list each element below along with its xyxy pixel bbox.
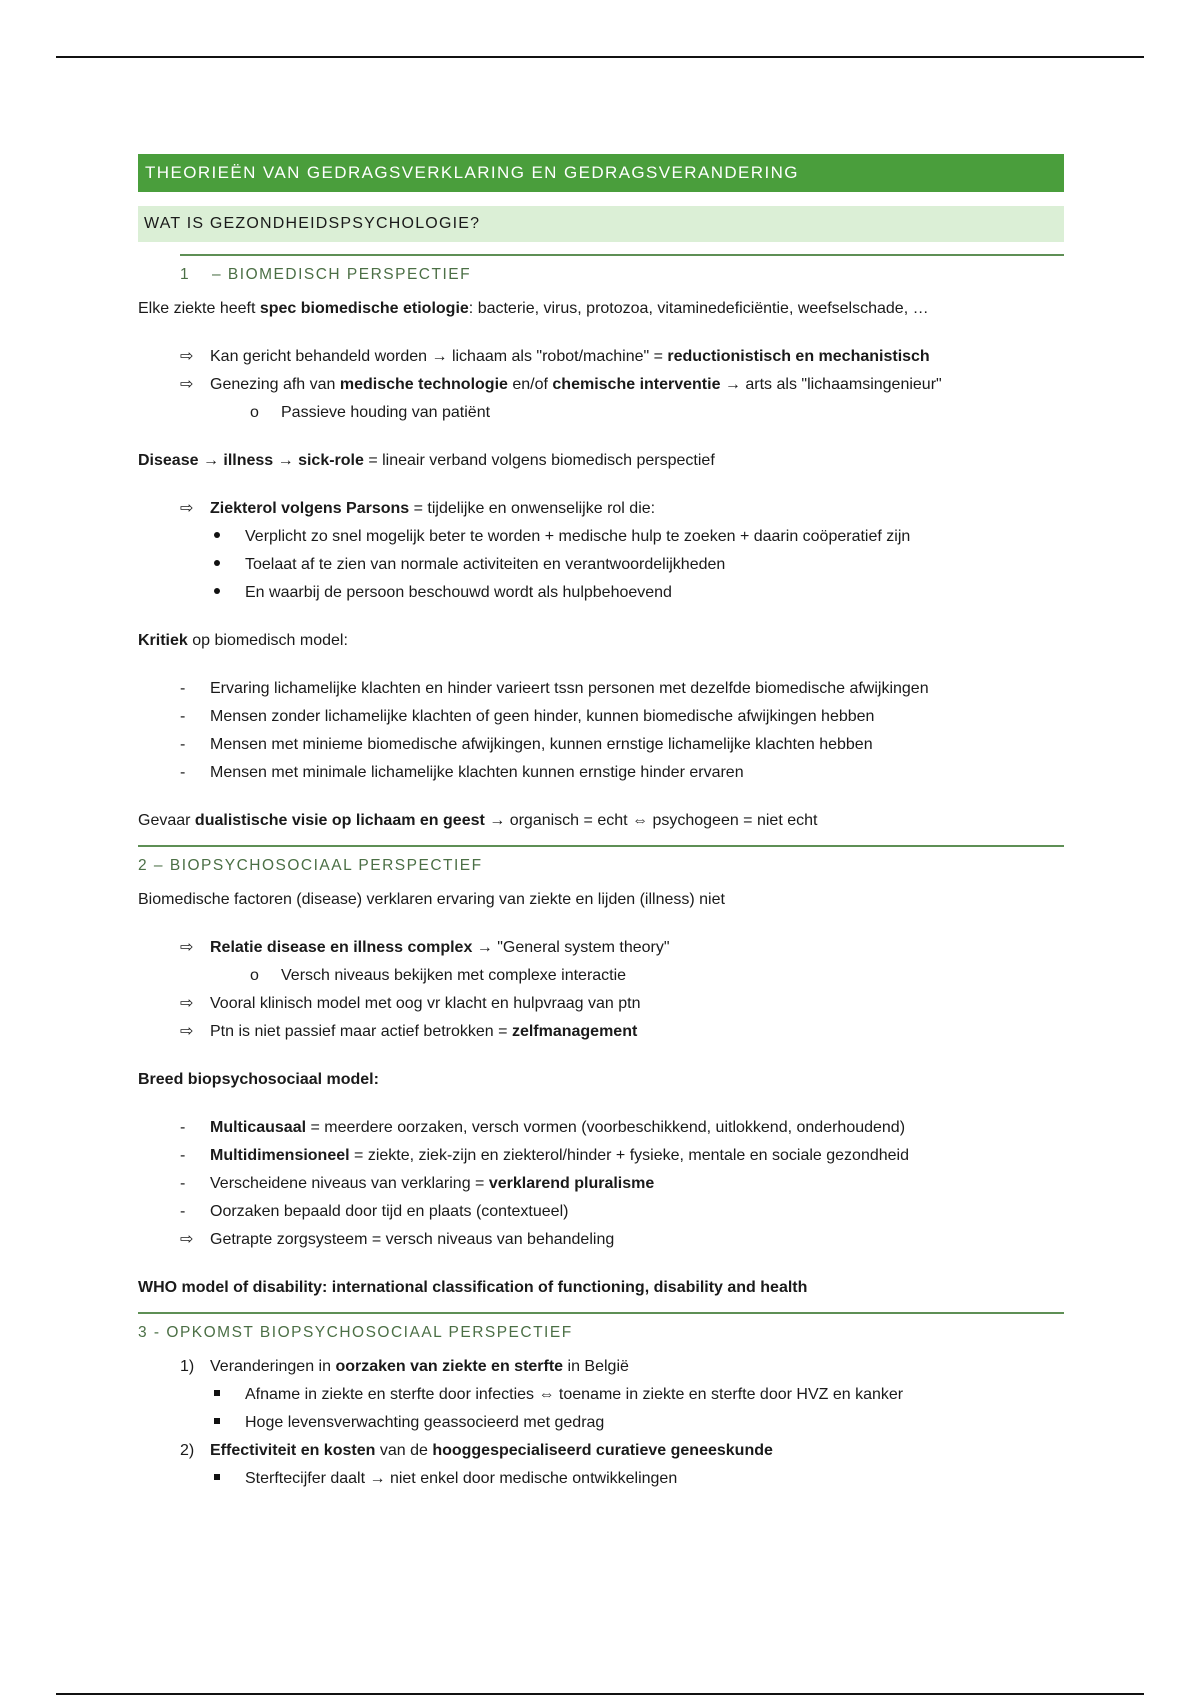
- arrow-icon: ⇨: [180, 1023, 194, 1040]
- list-item: - Verscheidene niveaus van verklaring = verklarend pluralisme: [138, 1170, 1064, 1198]
- heading-biomedisch: [180, 254, 1064, 287]
- number-marker: 2): [180, 1442, 195, 1459]
- paragraph: Kritiek op biomedisch model:: [138, 632, 348, 649]
- document-body: [138, 154, 1064, 1493]
- arrow-icon: ⇨: [180, 1231, 194, 1248]
- list-item: Afname in ziekte en sterfte door infecties ⇔ toename in ziekte en sterfte door HVZ en kanker: [138, 1381, 1064, 1409]
- square-bullet-icon: [214, 1465, 238, 1493]
- list-item: ⇨ Vooral klinisch model met oog vr klacht en hulpvraag van ptn: [138, 990, 1064, 1018]
- bullet-icon: [214, 523, 238, 551]
- list-item: - Multidimensioneel = ziekte, ziek-zijn en ziekterol/hinder + fysieke, mentale en sociale gezondheid: [138, 1142, 1064, 1170]
- list-item: ⇨ Relatie disease en illness complex → "General system theory": [138, 934, 1064, 962]
- list-item: - Ervaring lichamelijke klachten en hinder varieert tssn personen met dezelfde biomedische afwijkingen: [138, 675, 1064, 703]
- dash-marker: -: [180, 1119, 186, 1136]
- dash-marker: -: [180, 764, 186, 781]
- paragraph: WHO model of disability: international classification of functioning, disability and health: [138, 1279, 808, 1296]
- list-item: - Mensen zonder lichamelijke klachten of geen hinder, kunnen biomedische afwijkingen hebben: [138, 703, 1064, 731]
- page-top-rule: [56, 56, 1144, 58]
- heading-number: 1: [180, 266, 191, 283]
- list-marker: o: [250, 404, 259, 421]
- heading-text: – BIOMEDISCH PERSPECTIEF: [212, 266, 472, 283]
- list-item: o Versch niveaus bekijken met complexe interactie: [138, 962, 1064, 990]
- list-item: - Oorzaken bepaald door tijd en plaats (contextueel): [138, 1198, 1064, 1226]
- dash-marker: -: [180, 1175, 186, 1192]
- list-item: Sterftecijfer daalt → niet enkel door medische ontwikkelingen: [138, 1465, 1064, 1493]
- section-title: WAT IS GEZONDHEIDSPSYCHOLOGIE?: [138, 206, 1064, 242]
- bullet-icon: [214, 551, 238, 579]
- list-item: 2) Effectiviteit en kosten van de hooggespecialiseerd curatieve geneeskunde: [138, 1437, 1064, 1465]
- list-item: o Passieve houding van patiënt: [138, 399, 1064, 427]
- list-item: Hoge levensverwachting geassocieerd met gedrag: [138, 1409, 1064, 1437]
- arrow-icon: ⇨: [180, 500, 194, 517]
- dash-marker: -: [180, 708, 186, 725]
- dash-marker: -: [180, 680, 186, 697]
- list-item: ⇨ Genezing afh van medische technologie en/of chemische interventie → arts als "lichaamsingenieur": [138, 371, 1064, 399]
- list-item: Verplicht zo snel mogelijk beter te worden + medische hulp te zoeken + daarin coöperatief zijn: [138, 523, 1064, 551]
- square-bullet-icon: [214, 1409, 238, 1437]
- dash-marker: -: [180, 736, 186, 753]
- paragraph: Biomedische factoren (disease) verklaren ervaring van ziekte en lijden (illness) niet: [138, 891, 725, 908]
- list-item: - Mensen met minimale lichamelijke klachten kunnen ernstige hinder ervaren: [138, 759, 1064, 787]
- bullet-icon: [214, 579, 238, 607]
- paragraph: Gevaar dualistische visie op lichaam en geest → organisch = echt ⇔ psychogeen = niet echt: [138, 812, 818, 829]
- arrow-icon: ⇨: [180, 348, 194, 365]
- paragraph: Disease → illness → sick-role = lineair verband volgens biomedisch perspectief: [138, 452, 715, 469]
- arrow-icon: ⇨: [180, 995, 194, 1012]
- list-item: En waarbij de persoon beschouwd wordt als hulpbehoevend: [138, 579, 1064, 607]
- list-item: ⇨ Kan gericht behandeld worden → lichaam als "robot/machine" = reductionistisch en mechanistisch: [138, 343, 1064, 371]
- list-item: - Mensen met minieme biomedische afwijkingen, kunnen ernstige lichamelijke klachten hebben: [138, 731, 1064, 759]
- arrow-icon: ⇨: [180, 939, 194, 956]
- dash-marker: -: [180, 1147, 186, 1164]
- number-marker: 1): [180, 1358, 195, 1375]
- paragraph: Breed biopsychosociaal model:: [138, 1071, 379, 1088]
- list-item: ⇨ Ptn is niet passief maar actief betrokken = zelfmanagement: [138, 1018, 1064, 1046]
- dash-marker: -: [180, 1203, 186, 1220]
- list-item: ⇨ Getrapte zorgsysteem = versch niveaus van behandeling: [138, 1226, 1064, 1254]
- heading-biopsychosociaal: 2 – BIOPSYCHOSOCIAAL PERSPECTIEF: [138, 845, 1064, 878]
- list-item: 1) Veranderingen in oorzaken van ziekte en sterfte in België: [138, 1353, 1064, 1381]
- list-item: - Multicausaal = meerdere oorzaken, versch vormen (voorbeschikkend, uitlokkend, onderhoudend): [138, 1114, 1064, 1142]
- square-bullet-icon: [214, 1381, 238, 1409]
- heading-opkomst: 3 - OPKOMST BIOPSYCHOSOCIAAL PERSPECTIEF: [138, 1312, 1064, 1345]
- chapter-title: THEORIEËN VAN GEDRAGSVERKLARING EN GEDRAGSVERANDERING: [138, 154, 1064, 192]
- list-item: Toelaat af te zien van normale activiteiten en verantwoordelijkheden: [138, 551, 1064, 579]
- paragraph: Elke ziekte heeft spec biomedische etiologie: bacterie, virus, protozoa, vitaminedeficiëntie, weefselschade, …: [138, 300, 929, 317]
- list-item: ⇨ Ziekterol volgens Parsons = tijdelijke en onwenselijke rol die:: [138, 495, 1064, 523]
- list-marker: o: [250, 967, 259, 984]
- page-bottom-rule: [56, 1693, 1144, 1695]
- arrow-icon: ⇨: [180, 376, 194, 393]
